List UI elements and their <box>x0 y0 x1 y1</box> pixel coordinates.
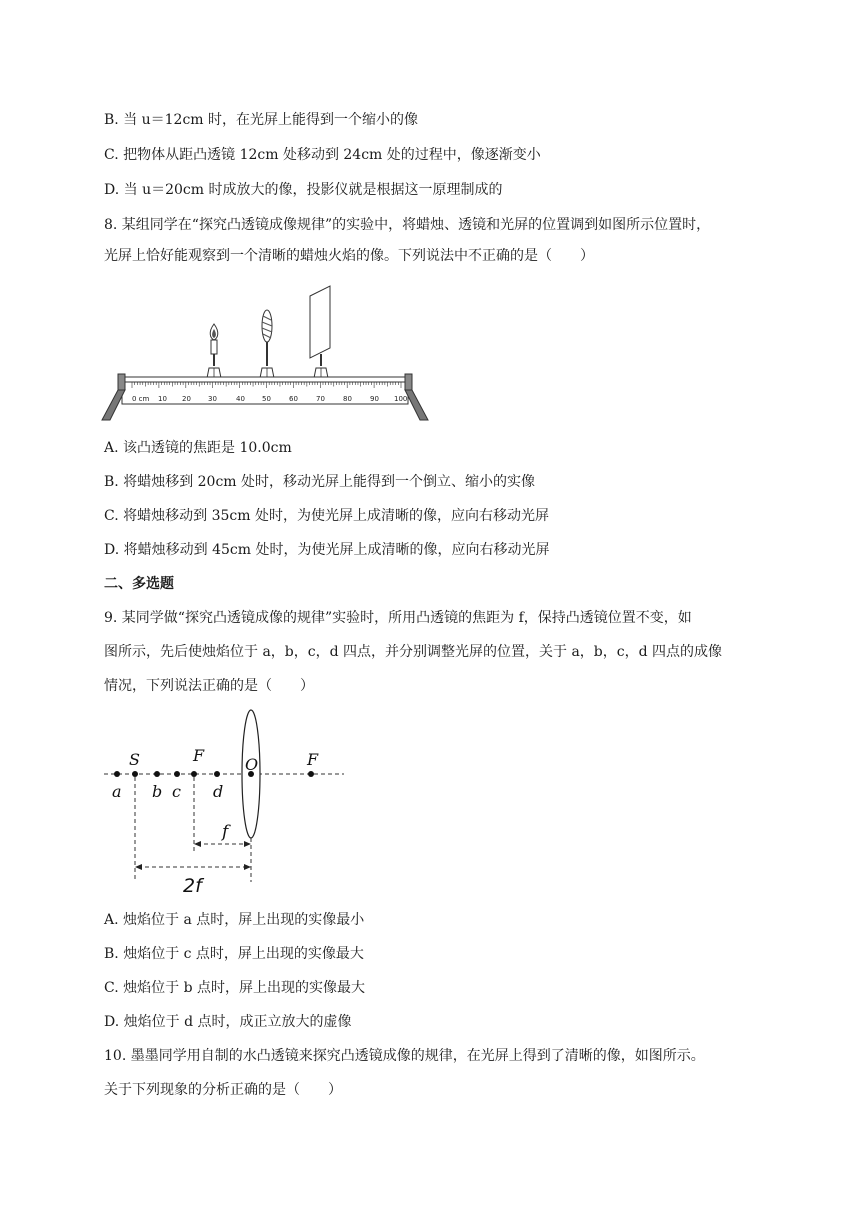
q9-option-c: C. 烛焰位于 b 点时，屏上出现的实像最大 <box>104 980 365 996</box>
label-f: f <box>222 822 229 842</box>
ruler-label-60: 60 <box>289 395 298 403</box>
axis-points <box>114 771 314 777</box>
label-c: c <box>172 782 181 801</box>
ruler-label-100: 100 <box>394 395 408 403</box>
ruler-label-50: 50 <box>262 395 271 403</box>
optical-bench <box>102 374 428 420</box>
q9-lens-diagram <box>100 706 350 896</box>
q8-option-d: D. 将蜡烛移动到 45cm 处时，为使光屏上成清晰的像，应向右移动光屏 <box>104 542 550 558</box>
ruler-label-80: 80 <box>343 395 352 403</box>
q9-stem-line1: 9. 某同学做“探究凸透镜成像的规律”实验时，所用凸透镜的焦距为 f，保持凸透镜位置不变，如 <box>104 610 692 626</box>
q9-option-a: A. 烛焰位于 a 点时，屏上出现的实像最小 <box>104 912 365 928</box>
candle <box>207 324 221 378</box>
q9-stem-line2: 图所示，先后使烛焰位于 a，b，c，d 四点，并分别调整光屏的位置，关于 a，b，c，d 四点的成像 <box>104 644 723 660</box>
ruler-label-70: 70 <box>316 395 325 403</box>
q9-stem-line3: 情况，下列说法正确的是（ ） <box>104 678 314 694</box>
ruler-label-40: 40 <box>236 395 245 403</box>
q8-option-c: C. 将蜡烛移动到 35cm 处时，为使光屏上成清晰的像，应向右移动光屏 <box>104 508 549 524</box>
ruler-label-20: 20 <box>182 395 191 403</box>
label-O: O <box>245 755 259 774</box>
q8-stem-line2: 光屏上恰好能观察到一个清晰的蜡烛火焰的像。下列说法中不正确的是（ ） <box>104 248 594 264</box>
point-b <box>154 771 160 777</box>
q9-option-b: B. 烛焰位于 c 点时，屏上出现的实像最大 <box>104 946 364 962</box>
label-a: a <box>112 782 122 801</box>
point-S <box>132 771 138 777</box>
q10-stem-line1: 10. 墨墨同学用自制的水凸透镜来探究凸透镜成像的规律，在光屏上得到了清晰的像，如图所示。 <box>104 1048 705 1064</box>
ruler-label-90: 90 <box>370 395 379 403</box>
q9-option-d: D. 烛焰位于 d 点时，成正立放大的虚像 <box>104 1014 352 1030</box>
f-dimension <box>194 822 251 847</box>
ruler-label-0: 0 cm <box>132 395 150 403</box>
label-F-left: F <box>193 746 205 765</box>
q7-option-d: D. 当 u＝20cm 时成放大的像，投影仪就是根据这一原理制成的 <box>104 182 503 198</box>
point-F-left <box>191 771 197 777</box>
label-2f: 2f <box>183 875 202 897</box>
2f-dimension <box>135 864 251 897</box>
label-F-right: F <box>307 750 319 769</box>
point-F-right <box>308 771 314 777</box>
convex-lens <box>260 310 274 378</box>
label-S: S <box>129 750 140 769</box>
q10-stem-line2: 关于下列现象的分析正确的是（ ） <box>104 1082 342 1098</box>
q8-stem-line1: 8. 某组同学在“探究凸透镜成像规律”的实验中，将蜡烛、透镜和光屏的位置调到如图所示位置时， <box>104 217 711 233</box>
ruler-label-30: 30 <box>208 395 217 403</box>
q8-optical-bench-figure <box>100 284 440 424</box>
q7-option-b: B. 当 u＝12cm 时，在光屏上能得到一个缩小的像 <box>104 112 419 128</box>
point-c <box>174 771 180 777</box>
section-heading-multiple-choice: 二、多选题 <box>104 576 174 592</box>
light-screen <box>310 286 330 378</box>
ruler-label-10: 10 <box>158 395 167 403</box>
point-a <box>114 771 120 777</box>
q8-option-b: B. 将蜡烛移到 20cm 处时，移动光屏上能得到一个倒立、缩小的实像 <box>104 474 536 490</box>
point-d <box>214 771 220 777</box>
q8-option-a: A. 该凸透镜的焦距是 10.0cm <box>104 440 292 456</box>
label-d: d <box>213 782 224 801</box>
q7-option-c: C. 把物体从距凸透镜 12cm 处移动到 24cm 处的过程中，像逐渐变小 <box>104 147 541 163</box>
label-b: b <box>152 782 163 801</box>
